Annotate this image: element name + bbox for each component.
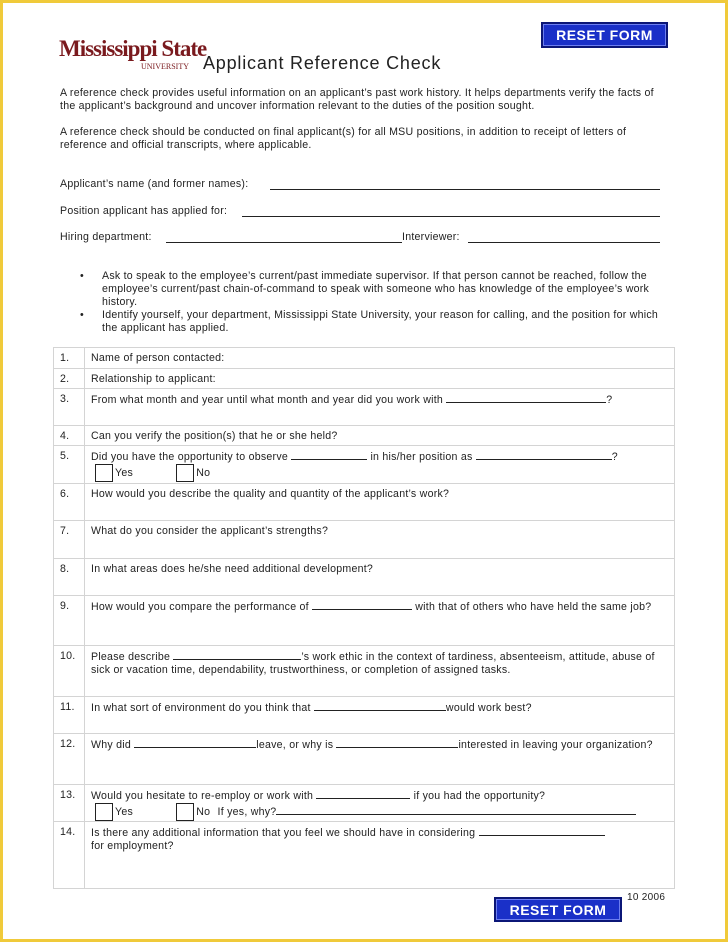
question-1[interactable]: Name of person contacted:: [85, 348, 675, 369]
logo-wordmark: Mississippi State: [59, 36, 207, 61]
applicant-name-field[interactable]: [270, 189, 660, 190]
interviewer-field[interactable]: [468, 242, 660, 243]
question-14[interactable]: Is there any additional information that you feel we should have in considering for employment?: [85, 822, 675, 889]
table-row: 2. Relationship to applicant:: [54, 369, 675, 389]
q3-blank[interactable]: [446, 393, 606, 403]
table-row: 1. Name of person contacted:: [54, 348, 675, 369]
bullet-icon: •: [80, 309, 84, 321]
table-row: 9. How would you compare the performance of with that of others who have held the same job?: [54, 596, 675, 646]
reference-questions-table: [53, 347, 675, 889]
interviewer-label: Interviewer:: [402, 231, 460, 243]
instructions-list: [80, 270, 676, 335]
intro-paragraph-1: A reference check provides useful information on an applicant’s past work history. It helps departments verify the facts of the applicant’s background and uncover information relevant to the duties of the position sought.: [60, 87, 654, 112]
reset-form-button-top[interactable]: RESET FORM: [541, 22, 668, 48]
question-5[interactable]: Did you have the opportunity to observe in his/her position as ? Yes No: [85, 446, 675, 484]
q14-blank[interactable]: [479, 826, 605, 836]
table-row: 5. Did you have the opportunity to observe in his/her position as ? Yes No: [54, 446, 675, 484]
table-row: 8. In what areas does he/she need additional development?: [54, 559, 675, 596]
question-3[interactable]: From what month and year until what month and year did you work with ?: [85, 389, 675, 426]
applicant-name-label: Applicant’s name (and former names):: [60, 178, 249, 190]
position-label: Position applicant has applied for:: [60, 205, 228, 217]
table-row: 6. How would you describe the quality and quantity of the applicant’s work?: [54, 484, 675, 521]
question-9[interactable]: How would you compare the performance of with that of others who have held the same job?: [85, 596, 675, 646]
question-8[interactable]: In what areas does he/she need additional development?: [85, 559, 675, 596]
q5-yes-checkbox[interactable]: [95, 464, 113, 482]
table-row: 10. Please describe ’s work ethic in the context of tardiness, absenteeism, attitude, abuse of sick or vacation time, dependability, trustworthiness, or completion of assigned tasks.: [54, 646, 675, 697]
table-row: 14. Is there any additional information that you feel we should have in considering for employment?: [54, 822, 675, 889]
q10-blank[interactable]: [173, 650, 301, 660]
table-row: 11. In what sort of environment do you think that would work best?: [54, 697, 675, 734]
form-code: 10 2006: [627, 892, 666, 903]
q11-blank[interactable]: [314, 701, 446, 711]
question-10[interactable]: Please describe ’s work ethic in the context of tardiness, absenteeism, attitude, abuse of sick or vacation time, dependability, trustworthiness, or completion of assigned tasks.: [85, 646, 675, 697]
q12-name-blank[interactable]: [134, 738, 256, 748]
q9-blank[interactable]: [312, 600, 412, 610]
table-row: 12. Why did leave, or why is interested in leaving your organization?: [54, 734, 675, 785]
table-row: 4. Can you verify the position(s) that he or she held?: [54, 426, 675, 446]
q13-blank[interactable]: [316, 789, 410, 799]
question-13[interactable]: Would you hesitate to re-employ or work with if you had the opportunity? Yes No If yes, why?: [85, 785, 675, 822]
question-12[interactable]: Why did leave, or why is interested in leaving your organization?: [85, 734, 675, 785]
list-item: • Identify yourself, your department, Mississippi State University, your reason for calling, and the position for which the applicant has applied.: [80, 309, 659, 334]
intro-paragraph-2: A reference check should be conducted on final applicant(s) for all MSU positions, in addition to receipt of letters of reference and official transcripts, where applicable.: [60, 126, 627, 151]
table-row: 7. What do you consider the applicant’s strengths?: [54, 521, 675, 559]
question-4[interactable]: Can you verify the position(s) that he or she held?: [85, 426, 675, 446]
q13-why-blank[interactable]: [276, 805, 636, 815]
q5-position-blank[interactable]: [476, 450, 612, 460]
page-title: Applicant Reference Check: [203, 53, 442, 73]
hiring-department-label: Hiring department:: [60, 231, 152, 243]
q13-yes-checkbox[interactable]: [95, 803, 113, 821]
q13-no-checkbox[interactable]: [176, 803, 194, 821]
table-row: 3. From what month and year until what month and year did you work with ?: [54, 389, 675, 426]
bullet-icon: •: [80, 270, 84, 282]
q5-no-checkbox[interactable]: [176, 464, 194, 482]
list-item: • Ask to speak to the employee’s current/past immediate supervisor. If that person cannot be reached, follow the employee’s current/past chain-of-command to speak with someone who has knowledge of the employee’s work history.: [80, 270, 650, 308]
hiring-department-field[interactable]: [166, 242, 402, 243]
reset-form-button-bottom[interactable]: RESET FORM: [494, 897, 622, 922]
question-2[interactable]: Relationship to applicant:: [85, 369, 675, 389]
q12-name-blank-2[interactable]: [336, 738, 458, 748]
msu-logo: [59, 32, 207, 72]
question-11[interactable]: In what sort of environment do you think that would work best?: [85, 697, 675, 734]
question-6[interactable]: How would you describe the quality and quantity of the applicant’s work?: [85, 484, 675, 521]
q5-observe-blank[interactable]: [291, 450, 367, 460]
table-row: 13. Would you hesitate to re-employ or work with if you had the opportunity? Yes No If yes, why?: [54, 785, 675, 822]
question-7[interactable]: What do you consider the applicant’s strengths?: [85, 521, 675, 559]
position-field[interactable]: [242, 216, 660, 217]
logo-sub: UNIVERSITY: [141, 62, 189, 71]
